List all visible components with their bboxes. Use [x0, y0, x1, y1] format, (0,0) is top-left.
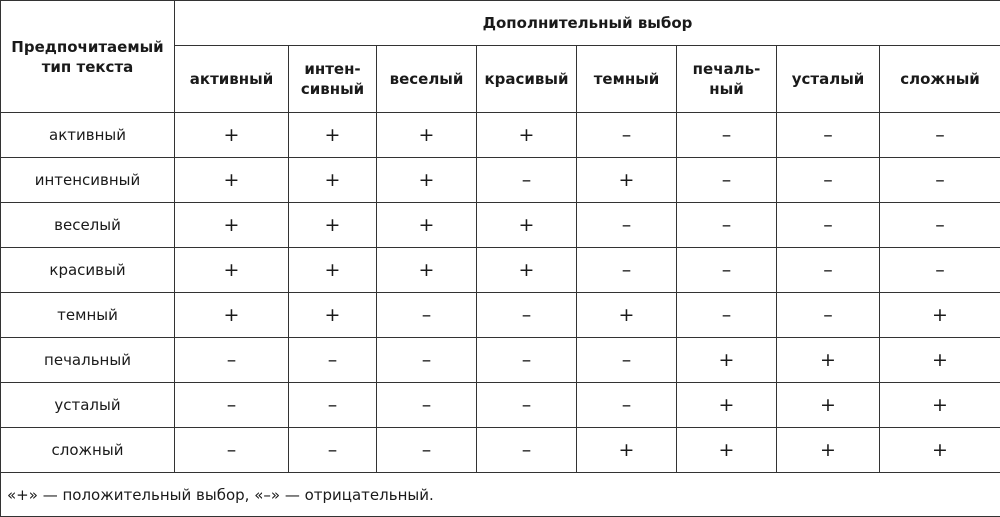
table-cell: – — [477, 383, 577, 428]
table-cell: – — [289, 338, 377, 383]
table-cell: + — [777, 338, 880, 383]
table-cell: + — [175, 203, 289, 248]
table-cell: – — [777, 113, 880, 158]
table-cell: + — [377, 203, 477, 248]
table-cell: – — [175, 428, 289, 473]
table-cell: + — [289, 158, 377, 203]
table-cell: – — [880, 158, 1000, 203]
table-cell: – — [477, 293, 577, 338]
group-header: Дополнительный выбор — [175, 1, 1000, 46]
table-cell: + — [289, 113, 377, 158]
table-cell: – — [377, 338, 477, 383]
table-cell: – — [677, 158, 777, 203]
table-cell: – — [880, 248, 1000, 293]
table-cell: – — [577, 338, 677, 383]
table-cell: + — [880, 338, 1000, 383]
row-label: усталый — [1, 383, 175, 428]
table-cell: – — [577, 113, 677, 158]
table-row — [1, 113, 1000, 158]
table-cell: – — [880, 113, 1000, 158]
table-cell: – — [577, 203, 677, 248]
table-cell: + — [577, 158, 677, 203]
table-cell: + — [880, 383, 1000, 428]
table-cell: + — [477, 113, 577, 158]
table-cell: – — [477, 428, 577, 473]
table-cell: – — [677, 113, 777, 158]
column-header: печаль- ный — [677, 46, 777, 113]
table-cell: + — [175, 293, 289, 338]
table-cell: + — [577, 428, 677, 473]
table-cell: + — [289, 203, 377, 248]
table-cell: – — [677, 293, 777, 338]
table-cell: + — [175, 158, 289, 203]
table-cell: – — [777, 203, 880, 248]
column-header: активный — [175, 46, 289, 113]
table-cell: + — [677, 383, 777, 428]
table-cell: + — [377, 158, 477, 203]
table-row — [1, 293, 1000, 338]
table-cell: – — [477, 158, 577, 203]
table-cell: – — [677, 248, 777, 293]
column-header: веселый — [377, 46, 477, 113]
table-cell: + — [880, 428, 1000, 473]
table-cell: + — [477, 248, 577, 293]
table-cell: + — [377, 113, 477, 158]
column-header: красивый — [477, 46, 577, 113]
table-cell: – — [577, 248, 677, 293]
table-cell: + — [289, 293, 377, 338]
column-header: темный — [577, 46, 677, 113]
table-cell: – — [477, 338, 577, 383]
table-cell: – — [677, 203, 777, 248]
table-cell: + — [577, 293, 677, 338]
column-header: усталый — [777, 46, 880, 113]
table-row — [1, 383, 1000, 428]
table-cell: – — [377, 428, 477, 473]
table-cell: – — [777, 293, 880, 338]
table-cell: + — [175, 248, 289, 293]
corner-header: Предпочитаемый тип текста — [1, 1, 175, 113]
table-cell: – — [289, 428, 377, 473]
table-row — [1, 158, 1000, 203]
column-header: интен- сивный — [289, 46, 377, 113]
table-row — [1, 428, 1000, 473]
table-cell: – — [777, 248, 880, 293]
table-row — [1, 203, 1000, 248]
table-cell: + — [677, 428, 777, 473]
table-cell: – — [377, 293, 477, 338]
row-label: активный — [1, 113, 175, 158]
table-body — [1, 113, 1000, 473]
table-cell: – — [289, 383, 377, 428]
table-cell: – — [577, 383, 677, 428]
row-label: печальный — [1, 338, 175, 383]
table-note: «+» — положительный выбор, «–» — отрицательный. — [1, 473, 1000, 517]
table-cell: + — [377, 248, 477, 293]
table-row — [1, 338, 1000, 383]
table-row — [1, 248, 1000, 293]
table-cell: + — [175, 113, 289, 158]
table-cell: – — [880, 203, 1000, 248]
row-label: интенсивный — [1, 158, 175, 203]
table-cell: + — [880, 293, 1000, 338]
table-cell: – — [175, 383, 289, 428]
table-cell: + — [677, 338, 777, 383]
row-label: темный — [1, 293, 175, 338]
table-cell: + — [477, 203, 577, 248]
row-label: красивый — [1, 248, 175, 293]
table-cell: – — [777, 158, 880, 203]
row-label: сложный — [1, 428, 175, 473]
table-cell: + — [777, 383, 880, 428]
table-cell: – — [377, 383, 477, 428]
table-cell: + — [289, 248, 377, 293]
row-label: веселый — [1, 203, 175, 248]
table-cell: + — [777, 428, 880, 473]
column-header: сложный — [880, 46, 1000, 113]
table-cell: – — [175, 338, 289, 383]
